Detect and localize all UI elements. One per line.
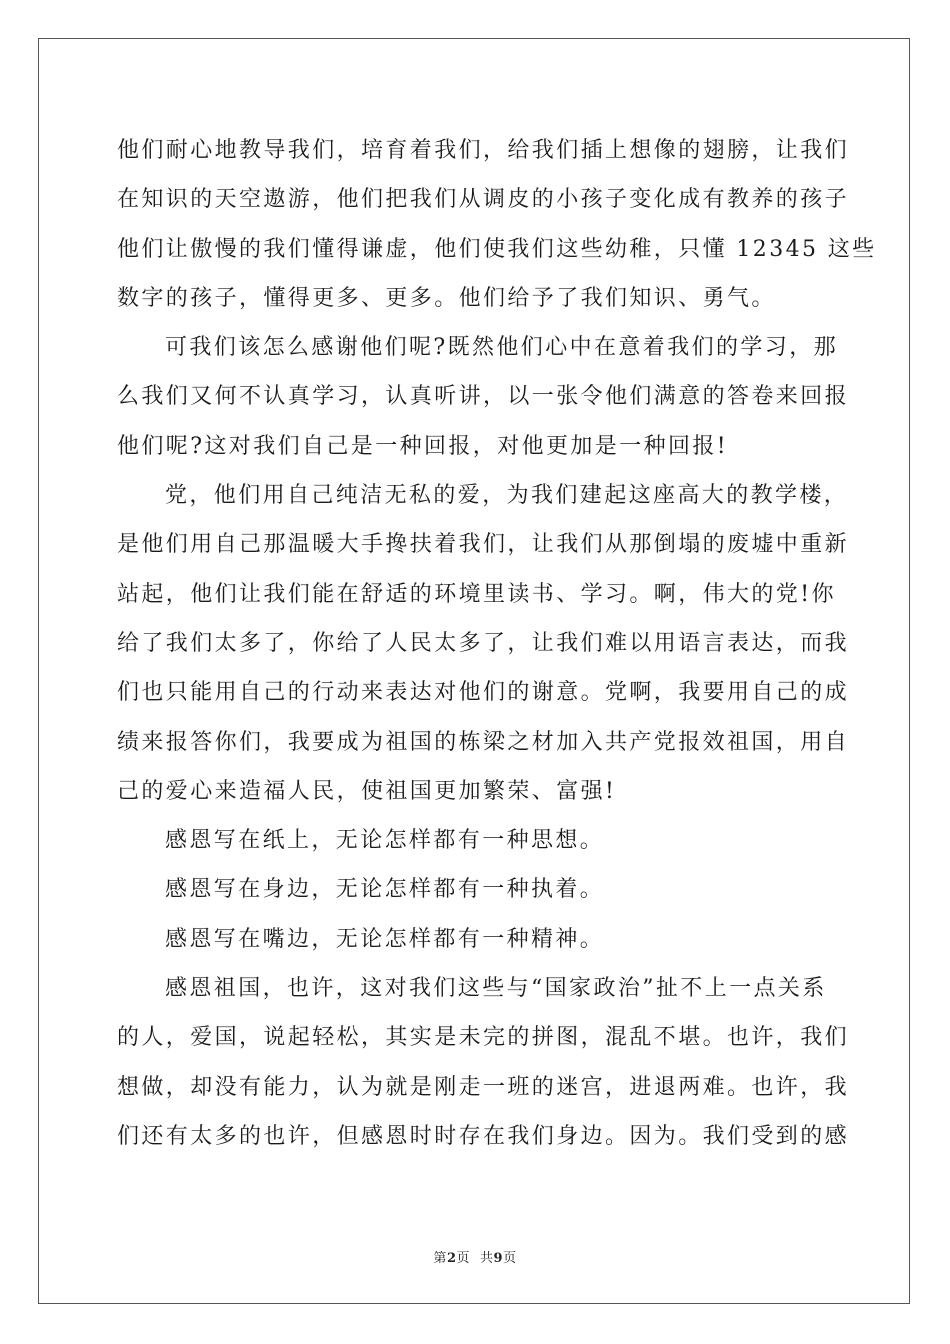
text-line: 他们呢?这对我们自己是一种回报，对他更加是一种回报!	[117, 433, 729, 459]
paragraph-first-line: 感恩祖国，也许，这对我们这些与“国家政治”扯不上一点关系	[165, 976, 827, 1002]
text-line: 们也只能用自己的行动来表达对他们的谢意。党啊，我要用自己的成	[117, 680, 850, 706]
text-line: 数字的孩子，懂得更多、更多。他们给予了我们知识、勇气。	[117, 285, 776, 311]
text-line: 们还有太多的也许，但感恩时时存在我们身边。因为。我们受到的感	[117, 1123, 850, 1149]
paragraph-first-line: 党，他们用自己纯洁无私的爱，为我们建起这座高大的教学楼，	[165, 483, 849, 509]
total-page-count: 9	[493, 1251, 504, 1266]
document-body	[117, 126, 877, 1161]
text-line: 想做，却没有能力，认为就是刚走一班的迷宫，进退两难。也许，我	[117, 1074, 850, 1100]
text-line: 的人，爱国，说起轻松，其实是未完的拼图，混乱不堪。也许，我们	[117, 1025, 850, 1051]
paragraph-first-line: 感恩写在纸上，无论怎样都有一种思想。	[165, 828, 605, 854]
paragraph-first-line: 可我们该怎么感谢他们呢?既然他们心中在意着我们的学习，那	[165, 335, 838, 361]
paragraph-first-line: 感恩写在身边，无论怎样都有一种执着。	[165, 877, 605, 903]
page-footer	[0, 1247, 950, 1266]
text-line: 么我们又何不认真学习，认真听讲，以一张令他们满意的答卷来回报	[117, 384, 850, 410]
paragraph-first-line: 感恩写在嘴边，无论怎样都有一种精神。	[165, 926, 605, 952]
text-line: 他们让傲慢的我们懂得谦虚，他们使我们这些幼稚，只懂 12345 这些	[117, 236, 877, 262]
total-pages-label: 共9页	[480, 1251, 517, 1266]
text-line: 在知识的天空遨游，他们把我们从调皮的小孩子变化成有教养的孩子	[117, 187, 850, 213]
text-line: 绩来报答你们，我要成为祖国的栋梁之材加入共产党报效祖国，用自	[117, 729, 850, 755]
text-line: 他们耐心地教导我们，培育着我们，给我们插上想像的翅膀，让我们	[117, 138, 850, 163]
text-line: 站起，他们让我们能在舒适的环境里读书、学习。啊，伟大的党!你	[117, 581, 836, 607]
current-page-number: 2	[446, 1251, 457, 1266]
page-number-label: 第2页	[433, 1251, 470, 1266]
text-line: 己的爱心来造福人民，使祖国更加繁荣、富强!	[117, 778, 617, 804]
text-line: 是他们用自己那温暖大手搀扶着我们，让我们从那倒塌的废墟中重新	[117, 532, 850, 558]
text-line: 给了我们太多了，你给了人民太多了，让我们难以用语言表达，而我	[117, 630, 850, 656]
